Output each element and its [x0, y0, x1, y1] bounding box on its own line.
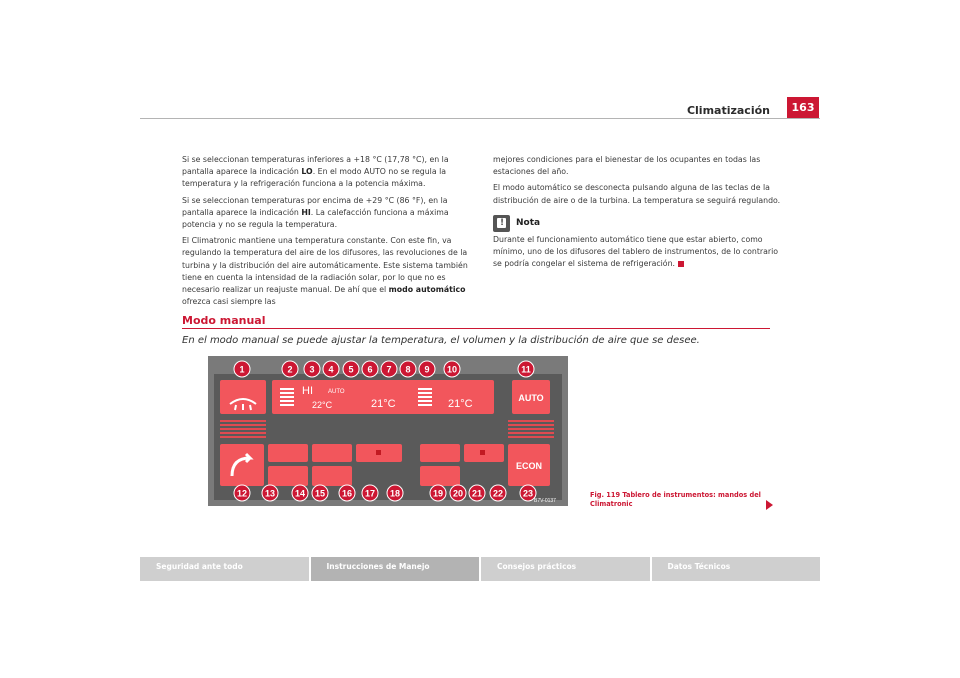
callout-number: 19	[432, 488, 444, 499]
tab-seguridad[interactable]: Seguridad ante todo	[140, 557, 309, 581]
note-text: Durante el funcionamiento automático tiene que estar abierto, como mínimo, uno de los difusores del tablero de instrumentos, de lo contrario se podría congelar el sistema de refrigeración.	[493, 234, 779, 269]
footer-tabs	[140, 557, 820, 581]
display-auto: AUTO	[328, 389, 345, 395]
note-icon	[493, 215, 510, 232]
page-number: 163	[787, 97, 819, 119]
page-header-title: Climatización	[686, 104, 770, 117]
section-subtitle: En el modo manual se puede ajustar la temperatura, el volumen y la distribución de aire que se desee.	[182, 335, 700, 346]
note-title: Nota	[516, 218, 541, 229]
auto-button-label: AUTO	[518, 393, 544, 403]
paragraph-auto-off: El modo automático se desconecta pulsando alguna de las teclas de la distribución de aire o de la turbina. La temperatura se seguirá regulando.	[493, 183, 781, 205]
right-text-column	[493, 154, 781, 274]
recirculation-button	[220, 444, 264, 486]
callout-number: 9	[424, 364, 430, 375]
callout-number: 2	[287, 364, 293, 375]
display-hi: HI	[302, 385, 313, 397]
callout-number: 10	[446, 364, 458, 375]
callout-number: 3	[309, 364, 315, 375]
section-divider	[182, 328, 770, 329]
tab-consejos[interactable]: Consejos prácticos	[481, 557, 650, 581]
callout-number: 23	[522, 488, 534, 499]
paragraph-climatronic: El Climatronic mantiene una temperatura constante. Con este fin, va regulando la temperatura del aire de los difusores, las revoluciones de la turbina y la distribución del aire automáticamente. Este sistema también tiene en cuenta la intensidad de la radiación solar, por lo que no es necesario realizar un reajuste manual. De ahí que el modo automático ofrezca casi siempre las	[182, 236, 468, 307]
callout-number: 5	[348, 364, 354, 375]
next-page-arrow-icon[interactable]	[766, 500, 773, 510]
callout-number: 7	[386, 364, 392, 375]
callout-number: 16	[341, 488, 353, 499]
callout-number: 21	[471, 488, 483, 499]
left-text-column	[182, 154, 478, 312]
callout-number: 15	[314, 488, 326, 499]
callout-number: 13	[264, 488, 276, 499]
header-divider	[140, 118, 820, 119]
callout-number: 12	[236, 488, 248, 499]
display-left-temp: 22°C	[312, 400, 333, 410]
display-center-temp: 21°C	[371, 398, 396, 410]
figure-code: B7V-0137	[534, 498, 556, 504]
end-of-section-icon	[678, 261, 684, 267]
econ-button-label: ECON	[515, 461, 543, 471]
paragraph-hi: Si se seleccionan temperaturas por encima de +29 °C (86 °F), en la pantalla aparece la indicación HI. La calefacción funciona a máxima potencia y no se regula la temperatura.	[182, 195, 449, 230]
section-heading: Modo manual	[182, 314, 266, 327]
paragraph-lo: Si se seleccionan temperaturas inferiores a +18 °C (17,78 °C), en la pantalla aparece la indicación LO. En el modo AUTO no se regula la temperatura y la refrigeración funciona a la potencia máxima.	[182, 155, 449, 189]
callout-number: 1	[239, 364, 245, 375]
callout-number: 18	[389, 488, 401, 499]
callout-number: 14	[294, 488, 306, 499]
paragraph-continuation: mejores condiciones para el bienestar de los ocupantes en todas las estaciones del año.	[493, 155, 761, 177]
callout-number: 4	[328, 364, 334, 375]
callout-number: 20	[452, 488, 464, 499]
figure-caption: Fig. 119 Tablero de instrumentos: mandos del Climatronic	[590, 491, 761, 508]
display-right-temp: 21°C	[448, 398, 473, 410]
callout-number: 6	[367, 364, 373, 375]
tab-instrucciones[interactable]: Instrucciones de Manejo	[311, 557, 480, 581]
callout-number: 17	[364, 488, 376, 499]
callout-number: 11	[521, 364, 531, 375]
note-header	[493, 215, 781, 232]
callout-number: 22	[492, 488, 504, 499]
tab-datos[interactable]: Datos Técnicos	[652, 557, 821, 581]
callout-number: 8	[405, 364, 411, 375]
climatronic-panel-figure	[208, 356, 568, 506]
